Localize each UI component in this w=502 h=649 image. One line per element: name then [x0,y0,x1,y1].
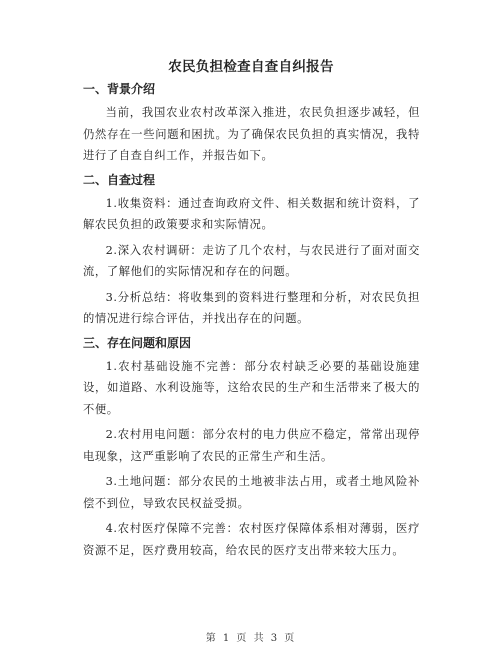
paragraph: 2.深入农村调研：走访了几个农村，与农民进行了面对面交流，了解他们的实际情况和存在的问题。 [83,243,420,278]
section-heading: 二、自查过程 [83,172,156,187]
paragraph: 1.收集资料：通过查询政府文件、相关数据和统计资料，了解农民负担的政策要求和实际情况。 [83,196,420,231]
paragraph: 3.土地问题：部分农民的土地被非法占用，或者土地风险补偿不到位，导致农民权益受损。 [83,475,420,510]
paragraph: 4.农村医疗保障不完善：农村医疗保障体系相对薄弱，医疗资源不足，医疗费用较高，给农民的医疗支出带来较大压力。 [83,522,420,557]
paragraph: 2.农村用电问题：部分农村的电力供应不稳定，常常出现停电现象，这严重影响了农民的正常生产和生活。 [83,428,420,463]
paragraph: 1.农村基础设施不完善：部分农村缺乏必要的基础设施建设，如道路、水利设施等，这给农民的生产和生活带来了极大的不便。 [83,359,420,416]
document-body [83,80,420,565]
section-problems [83,334,420,562]
document-title: 农民负担检查自查自纠报告 [168,59,334,75]
section-heading: 三、存在问题和原因 [83,335,192,350]
page-number: 第 1 页 共 3 页 [205,633,297,644]
section-background [83,80,420,167]
section-heading: 一、背景介绍 [83,82,156,96]
section-process [83,171,420,330]
paragraph: 当前，我国农业农村改革深入推进，农民负担逐步减轻，但仍然存在一些问题和困扰。为了确保农民负担的真实情况，我特进行了自查自纠工作，并报告如下。 [83,106,420,162]
paragraph: 3.分析总结：将收集到的资料进行整理和分析，对农民负担的情况进行综合评估，并找出存在的问题。 [83,290,420,325]
